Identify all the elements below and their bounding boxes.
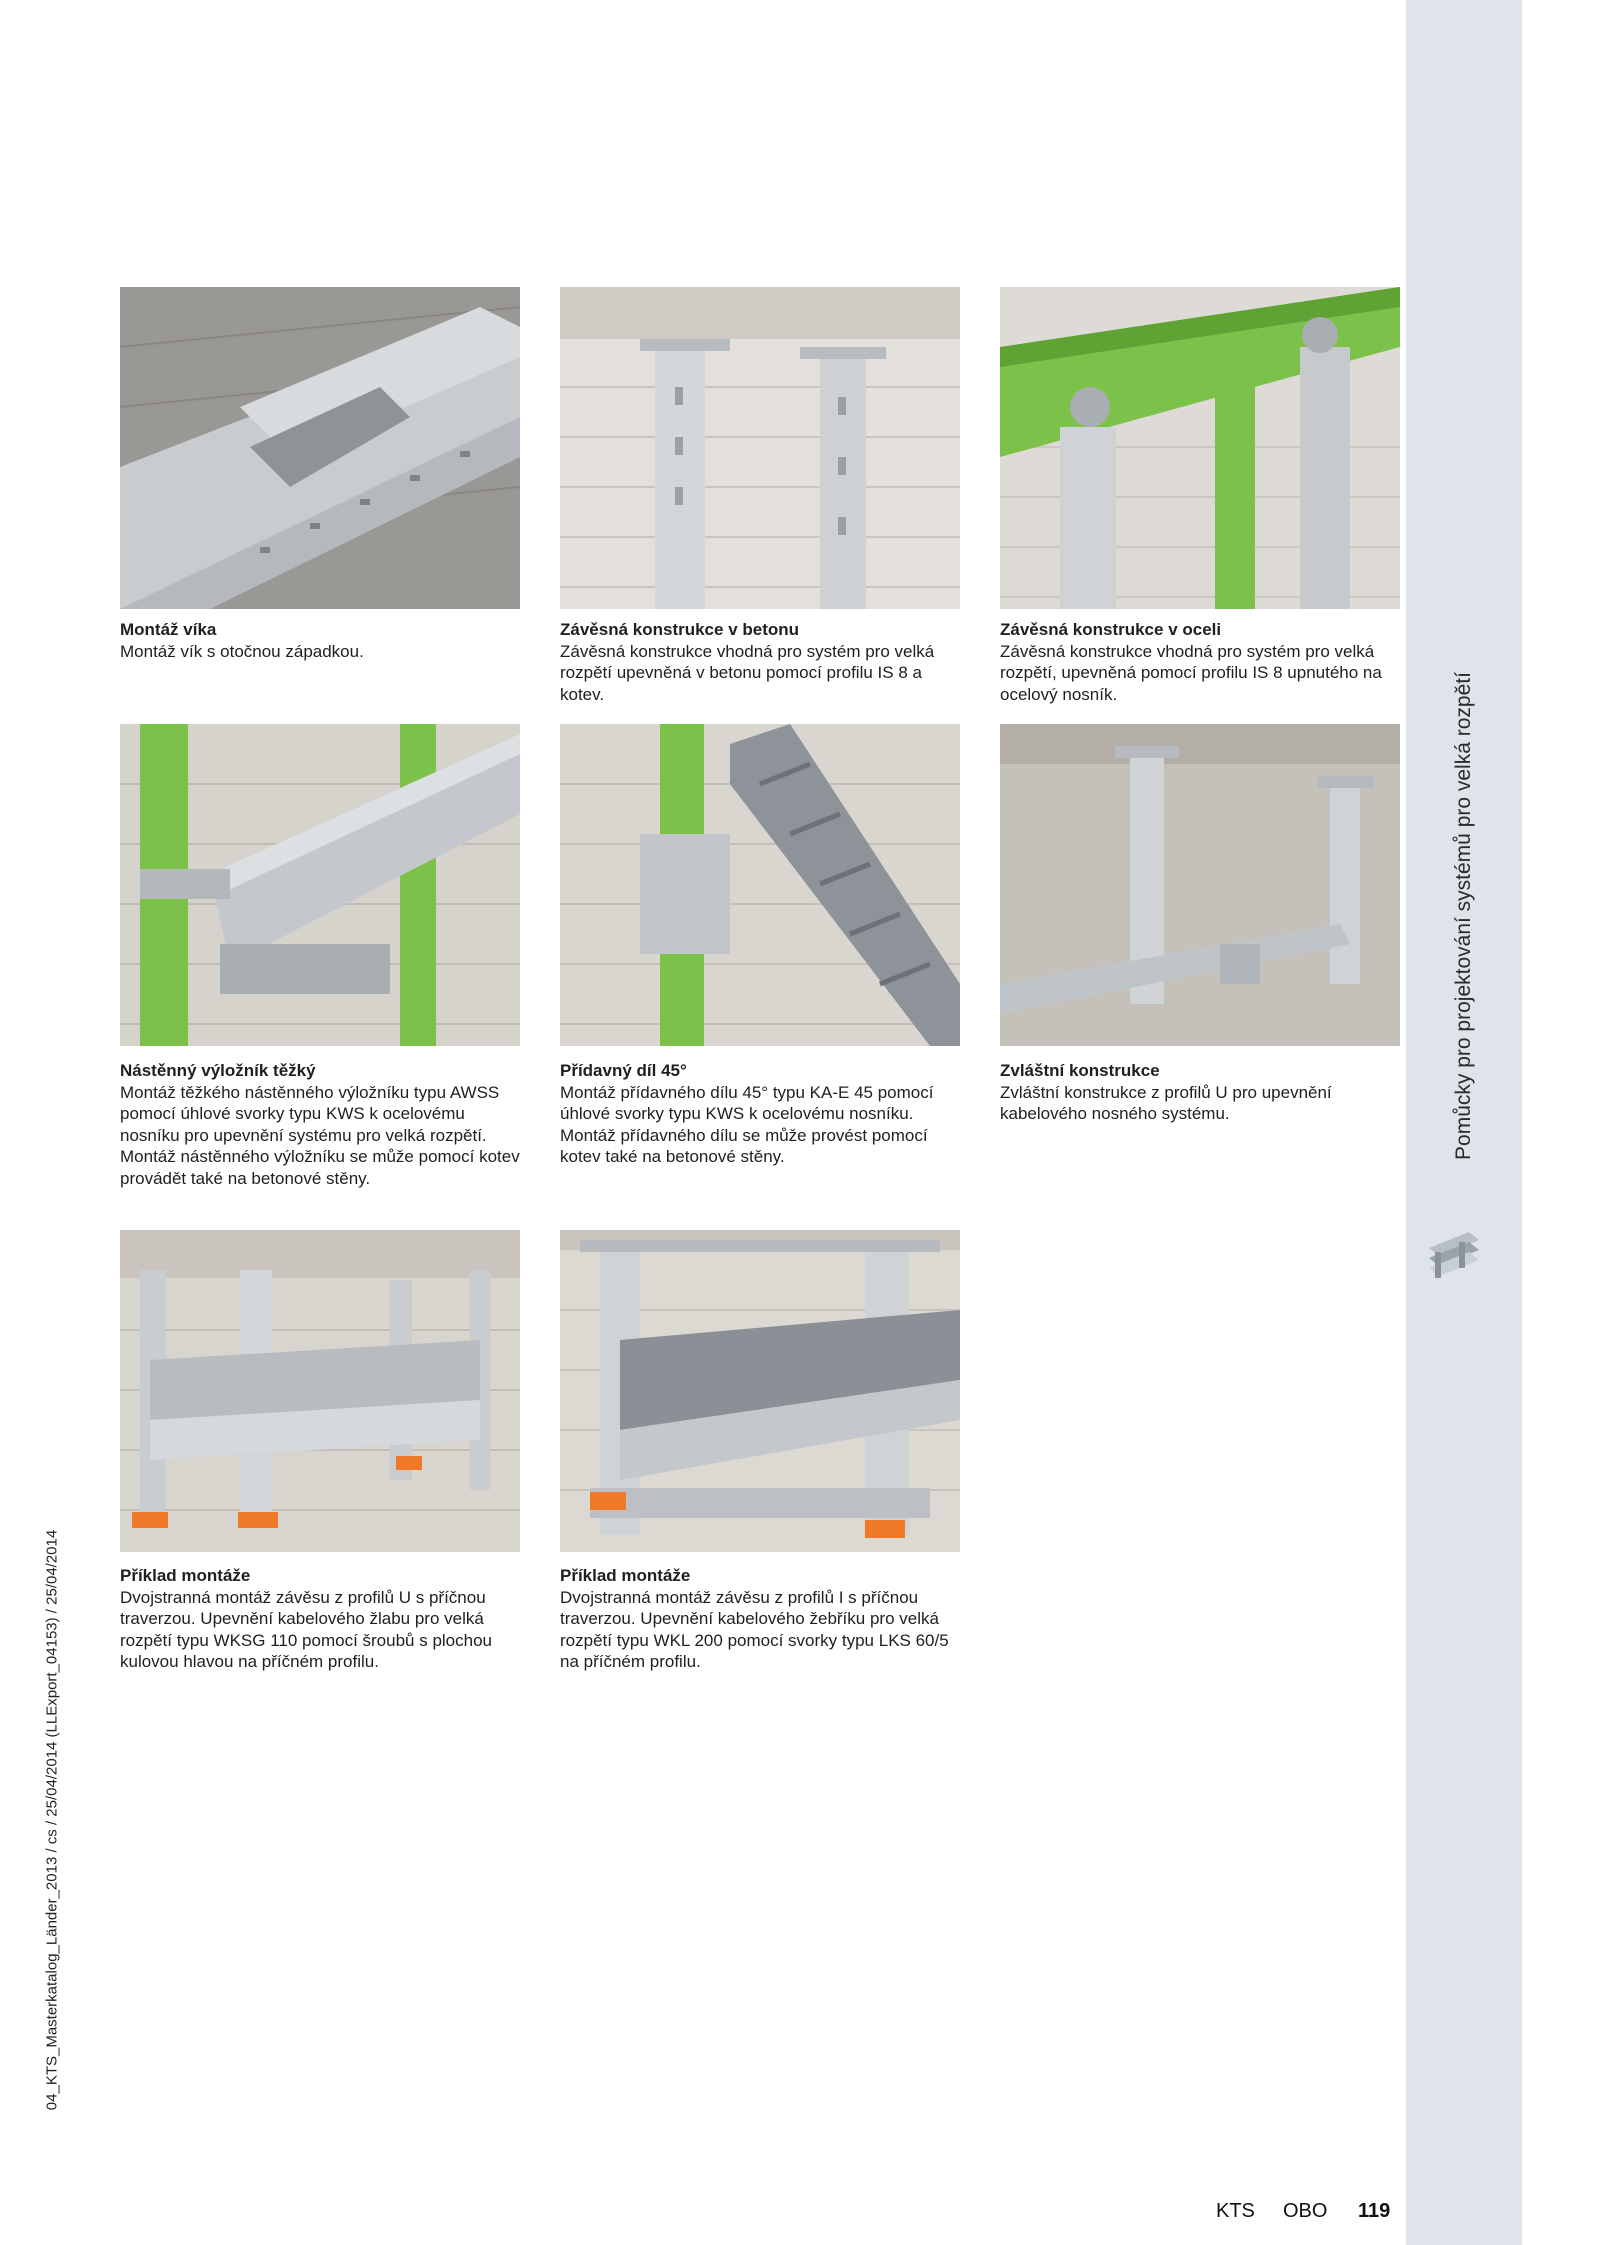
caption-6	[1000, 1060, 1400, 1125]
caption-title: Závěsná konstrukce v betonu	[560, 620, 800, 639]
caption-title: Nástěnný výložník těžký	[120, 1061, 316, 1080]
caption-title: Příklad montáže	[560, 1566, 691, 1585]
caption-text: Montáž těžkého nástěnného výložníku typu AWSS pomocí úhlové svorky typu KWS k ocelovému nosníku pro upevnění systému pro velká rozpětí. Montáž nástěnného výložníku se může pomocí kotev provádět také na betonové stěny.	[120, 1082, 520, 1188]
caption-title: Zvláštní konstrukce	[1000, 1061, 1160, 1080]
caption-title: Příklad montáže	[120, 1566, 251, 1585]
section-title: Pomůcky pro projektování systémů pro velká rozpětí	[1452, 672, 1475, 1160]
page-number: 119	[1358, 2200, 1391, 2222]
caption-text: Montáž vík s otočnou západkou.	[120, 641, 364, 661]
document-reference: 04_KTS_Masterkatalog_Länder_2013 / cs / 25/04/2014 (LLExport_04153) / 25/04/2014	[43, 1529, 61, 2111]
caption-3	[1000, 619, 1400, 705]
footer-product: KTS	[1216, 2200, 1255, 2222]
caption-text: Zvláštní konstrukce z profilů U pro upevnění kabelového nosného systému.	[1000, 1082, 1332, 1123]
photo-steel-suspension	[1000, 287, 1400, 609]
caption-text: Dvojstranná montáž závěsu z profilů U s příčnou traverzou. Upevnění kabelového žlabu pro velká rozpětí typu WKSG 110 pomocí šroubů s plochou kulovou hlavou na příčném profilu.	[120, 1587, 492, 1671]
caption-text: Závěsná konstrukce vhodná pro systém pro velká rozpětí, upevněná pomocí profilu IS 8 upnutého na ocelový nosník.	[1000, 641, 1382, 704]
caption-text: Dvojstranná montáž závěsu z profilů I s příčnou traverzou. Upevnění kabelového žebříku pro velká rozpětí typu WKL 200 pomocí svorky typu LKS 60/5 na příčném profilu.	[560, 1587, 949, 1671]
caption-1	[120, 619, 520, 662]
photo-special-construction	[1000, 724, 1400, 1046]
caption-7	[120, 1565, 520, 1673]
photo-example-trough	[120, 1230, 520, 1552]
caption-4	[120, 1060, 520, 1189]
photo-cover-mounting	[120, 287, 520, 609]
photo-concrete-suspension	[560, 287, 960, 609]
caption-title: Montáž víka	[120, 620, 217, 639]
photo-add-on-45	[560, 724, 960, 1046]
caption-text: Montáž přídavného dílu 45° typu KA-E 45 pomocí úhlové svorky typu KWS k ocelovému nosníku. Montáž přídavného dílu se může provést pomocí kotev také na betonové stěny.	[560, 1082, 934, 1166]
photo-wall-bracket-heavy	[120, 724, 520, 1046]
caption-2	[560, 619, 960, 705]
caption-title: Závěsná konstrukce v oceli	[1000, 620, 1222, 639]
caption-text: Závěsná konstrukce vhodná pro systém pro velká rozpětí upevněná v betonu pomocí profilu IS 8 a kotev.	[560, 641, 935, 704]
brand-icon	[1425, 1228, 1483, 1286]
caption-title: Přídavný díl 45°	[560, 1061, 687, 1080]
caption-8	[560, 1565, 960, 1673]
footer-brand: OBO	[1283, 2200, 1328, 2222]
caption-5	[560, 1060, 960, 1168]
photo-example-ladder	[560, 1230, 960, 1552]
